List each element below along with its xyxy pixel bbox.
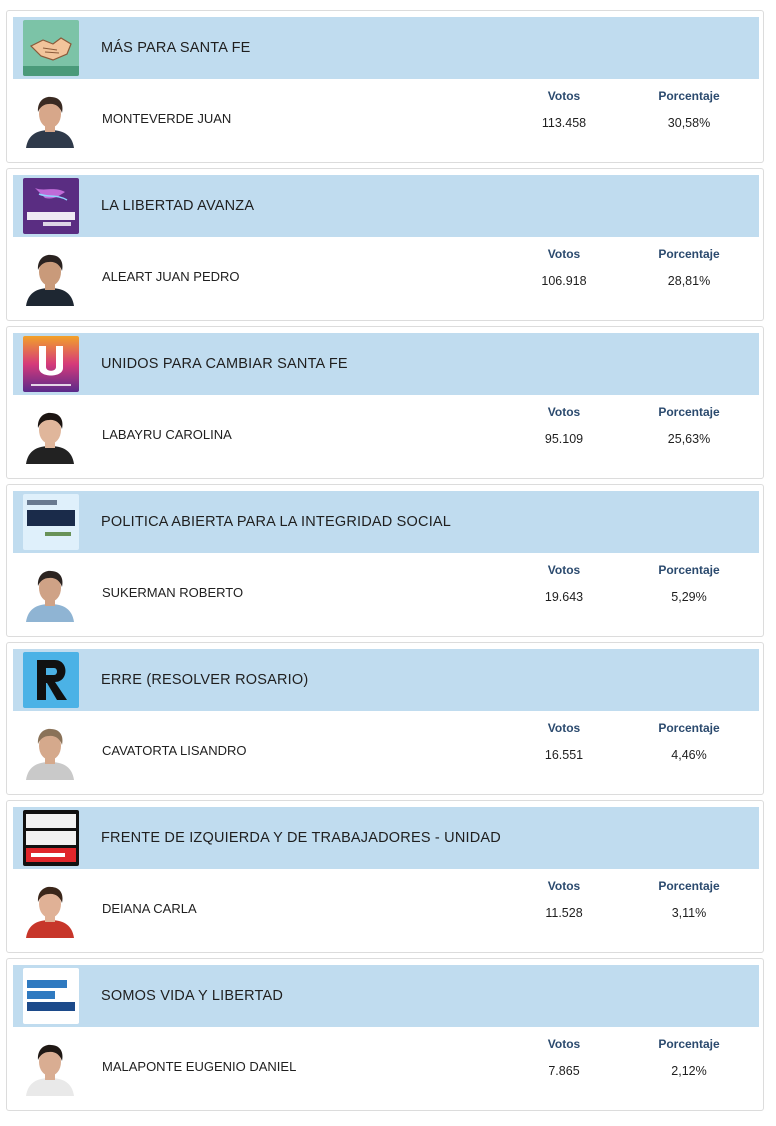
votes-header: Votos [547, 1037, 581, 1051]
party-name: SOMOS VIDA Y LIBERTAD [101, 988, 284, 1004]
votes-value: 106.918 [541, 274, 587, 288]
party-name: LA LIBERTAD AVANZA [101, 198, 255, 214]
person-photo-icon [22, 92, 78, 148]
candidate-name: MONTEVERDE JUAN [102, 111, 232, 126]
votes-value: 11.528 [545, 906, 583, 920]
percent-header: Porcentaje [658, 247, 720, 261]
votes-header: Votos [547, 89, 581, 103]
result-card [6, 642, 764, 795]
result-card [6, 484, 764, 637]
party-header [13, 649, 759, 711]
candidate-name: CAVATORTA LISANDRO [102, 743, 247, 758]
percent-header: Porcentaje [658, 1037, 720, 1051]
percent-value: 30,58% [667, 116, 711, 130]
percent-header: Porcentaje [658, 405, 720, 419]
percent-value: 3,11% [671, 906, 707, 920]
percent-value: 4,46% [671, 748, 707, 762]
percent-header: Porcentaje [658, 89, 720, 103]
party-header [13, 333, 759, 395]
percent-header: Porcentaje [658, 563, 720, 577]
party-name: MÁS PARA SANTA FE [101, 40, 251, 56]
candidate-photo [22, 1040, 78, 1096]
handshake-logo-icon [23, 20, 79, 76]
votes-value: 19.643 [544, 590, 584, 604]
party-logo [23, 494, 79, 550]
votes-header: Votos [547, 405, 581, 419]
person-photo-icon [22, 724, 78, 780]
candidate-photo [22, 566, 78, 622]
candidate-name: ALEART JUAN PEDRO [102, 269, 240, 284]
votes-value: 95.109 [544, 432, 584, 446]
percent-value: 28,81% [667, 274, 711, 288]
party-name: ERRE (RESOLVER ROSARIO) [101, 672, 309, 688]
party-logo [23, 652, 79, 708]
votes-value: 113.458 [541, 116, 587, 130]
percent-header: Porcentaje [658, 721, 720, 735]
votes-header: Votos [547, 879, 581, 893]
party-logo [23, 178, 79, 234]
person-photo-icon [22, 408, 78, 464]
letter-r-logo-icon [23, 652, 79, 708]
votes-value: 16.551 [544, 748, 584, 762]
party-header [13, 965, 759, 1027]
somos-vida-logo-icon [23, 968, 79, 1024]
percent-value: 25,63% [667, 432, 711, 446]
party-name: UNIDOS PARA CAMBIAR SANTA FE [101, 356, 348, 372]
candidate-photo [22, 250, 78, 306]
votes-value: 7.865 [548, 1064, 580, 1078]
percent-header: Porcentaje [658, 879, 720, 893]
result-card [6, 168, 764, 321]
fit-logo-icon [23, 810, 79, 866]
party-name: POLITICA ABIERTA PARA LA INTEGRIDAD SOCIAL [101, 514, 452, 530]
candidate-name: LABAYRU CAROLINA [102, 427, 232, 442]
result-card [6, 326, 764, 479]
candidate-name: DEIANA CARLA [102, 901, 197, 916]
party-logo [23, 20, 79, 76]
result-card [6, 958, 764, 1111]
person-photo-icon [22, 1040, 78, 1096]
percent-value: 2,12% [671, 1064, 707, 1078]
party-logo [23, 336, 79, 392]
party-header [13, 175, 759, 237]
result-card [6, 10, 764, 163]
party-header [13, 491, 759, 553]
lion-logo-icon [23, 178, 79, 234]
result-card [6, 800, 764, 953]
votes-header: Votos [547, 563, 581, 577]
votes-header: Votos [547, 721, 581, 735]
votes-header: Votos [547, 247, 581, 261]
person-photo-icon [22, 250, 78, 306]
candidate-name: MALAPONTE EUGENIO DANIEL [102, 1059, 297, 1074]
party-header [13, 807, 759, 869]
party-logo [23, 968, 79, 1024]
percent-value: 5,29% [671, 590, 707, 604]
candidate-photo [22, 408, 78, 464]
candidate-photo [22, 92, 78, 148]
person-photo-icon [22, 566, 78, 622]
candidate-name: SUKERMAN ROBERTO [102, 585, 244, 600]
letter-u-logo-icon [23, 336, 79, 392]
candidate-photo [22, 724, 78, 780]
pais-logo-icon [23, 494, 79, 550]
person-photo-icon [22, 882, 78, 938]
party-logo [23, 810, 79, 866]
party-header [13, 17, 759, 79]
candidate-photo [22, 882, 78, 938]
party-name: FRENTE DE IZQUIERDA Y DE TRABAJADORES - UNIDAD [101, 830, 501, 846]
